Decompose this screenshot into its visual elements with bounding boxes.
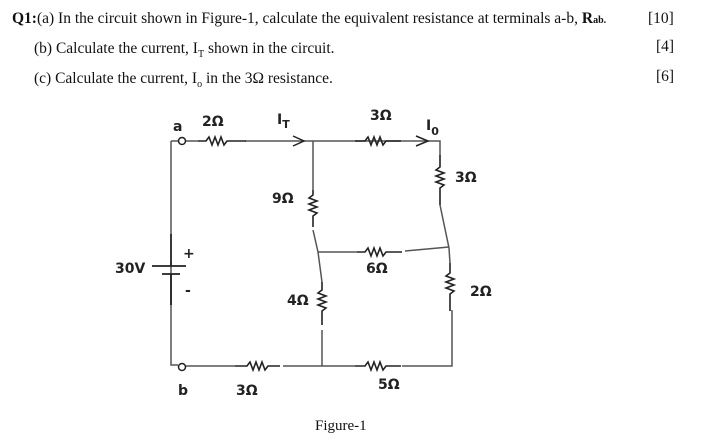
source-label: 30V bbox=[115, 261, 146, 277]
figure-caption: Figure-1 bbox=[315, 418, 367, 434]
resistor-6ohm bbox=[357, 248, 402, 256]
part-c-text: (c) Calculate the current, I bbox=[34, 70, 198, 87]
current-it-label: $I_T$ bbox=[277, 112, 290, 131]
resistor-3ohm-bottom bbox=[235, 362, 280, 370]
part-c-subscript: o bbox=[197, 79, 203, 91]
rab-subscript: ab. bbox=[593, 15, 607, 26]
part-b-text-end: shown in the circuit. bbox=[204, 40, 335, 57]
resistor-9ohm bbox=[309, 190, 317, 227]
r-horizontal-label: 6Ω bbox=[366, 261, 388, 277]
minus-sign: - bbox=[185, 283, 191, 299]
part-a-marks: [10] bbox=[648, 10, 674, 27]
current-io-label: $I_0$ bbox=[426, 118, 439, 138]
battery-30v bbox=[152, 234, 186, 305]
part-a-text: (a) In the circuit shown in Figure-1, calculate the equivalent resistance at terminals a-b, bbox=[36, 10, 582, 27]
question-number: Q1: bbox=[12, 10, 37, 27]
r-bottom-right-label: 5Ω bbox=[378, 377, 400, 393]
terminal-b-label: b bbox=[178, 383, 189, 399]
r-top-mid-label: 3Ω bbox=[370, 108, 392, 124]
resistors bbox=[198, 137, 454, 370]
r-right-lower-label: 2Ω bbox=[470, 284, 492, 300]
terminal-a-dot bbox=[179, 138, 186, 145]
part-c-marks: [6] bbox=[656, 68, 675, 85]
r-bottom-left-label: 3Ω bbox=[236, 383, 258, 399]
r-top-left-label: 2Ω bbox=[202, 114, 224, 130]
rab-symbol: R bbox=[581, 10, 594, 27]
terminal-b-dot bbox=[179, 364, 186, 371]
part-b-text: (b) Calculate the current, I bbox=[34, 40, 198, 57]
resistor-3ohm-top bbox=[355, 137, 401, 145]
part-b-subscript: T bbox=[197, 49, 205, 61]
resistor-2ohm-right bbox=[446, 263, 454, 311]
terminal-a-label: a bbox=[173, 119, 183, 135]
plus-sign: + bbox=[183, 246, 195, 262]
resistor-5ohm-bottom bbox=[355, 362, 401, 370]
r-mid-upper-label: 9Ω bbox=[272, 191, 294, 207]
r-mid-lower-label: 4Ω bbox=[287, 293, 309, 309]
resistor-4ohm bbox=[318, 282, 326, 325]
r-right-upper-label: 3Ω bbox=[455, 170, 477, 186]
resistor-3ohm-right bbox=[436, 155, 444, 205]
part-c-text-end: in the 3Ω resistance. bbox=[202, 70, 333, 87]
part-b-marks: [4] bbox=[656, 38, 675, 55]
resistor-2ohm-top bbox=[198, 137, 246, 145]
wires bbox=[171, 141, 452, 366]
